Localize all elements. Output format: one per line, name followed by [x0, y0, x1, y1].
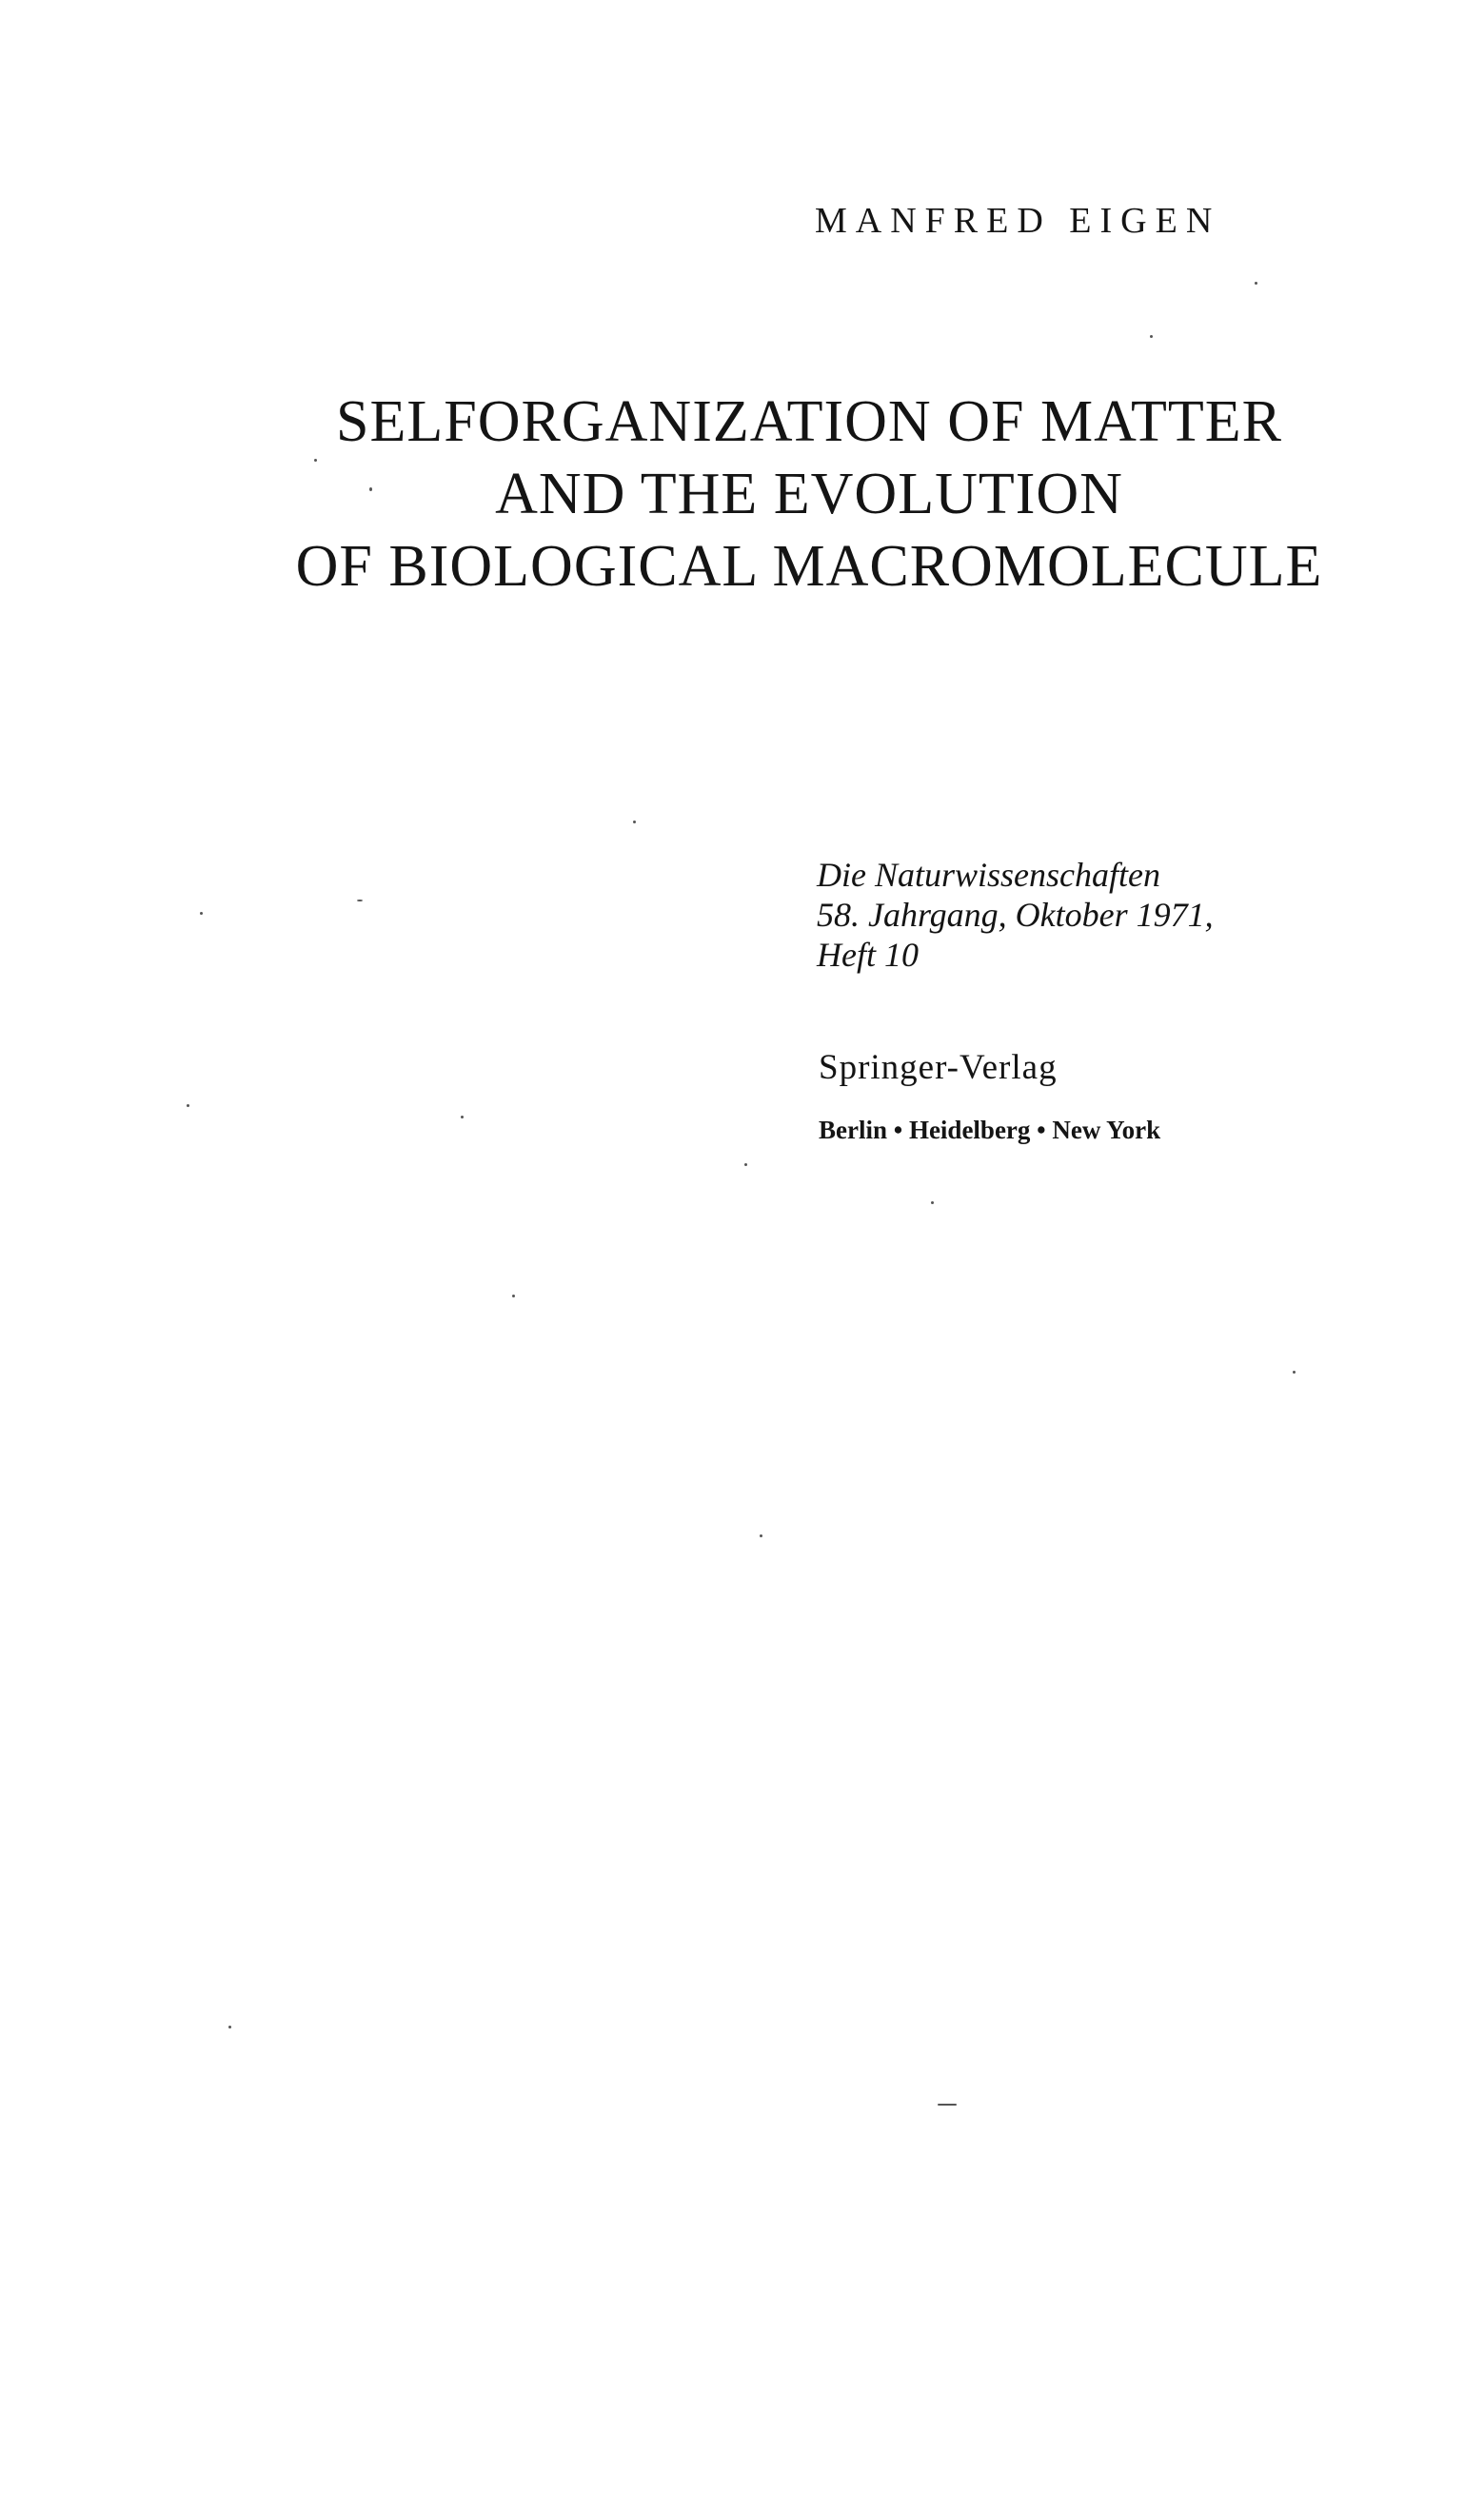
- scan-speck: [1150, 335, 1153, 338]
- journal-issue: Heft 10: [817, 936, 919, 974]
- scan-speck: [633, 821, 636, 823]
- scan-speck: [744, 1163, 747, 1166]
- scan-speck: [200, 912, 203, 915]
- scan-speck: [369, 487, 372, 491]
- journal-reference: [817, 855, 1214, 975]
- scan-speck: [931, 1201, 934, 1204]
- scan-speck: [357, 900, 363, 901]
- title-line-2: AND THE EVOLUTION: [495, 462, 1123, 526]
- scan-speck: [314, 459, 317, 462]
- scan-speck: [760, 1534, 762, 1537]
- author-name: MANFRED EIGEN: [815, 201, 1221, 241]
- scan-speck: [512, 1295, 515, 1297]
- scan-speck: [187, 1104, 189, 1107]
- publisher-name: Springer-Verlag: [819, 1048, 1058, 1087]
- book-title: [286, 386, 1333, 603]
- journal-name: Die Naturwissenschaften: [817, 856, 1160, 894]
- title-line-3: OF BIOLOGICAL MACROMOLECULE: [295, 534, 1323, 599]
- scan-speck: [1255, 282, 1257, 285]
- publisher-cities: Berlin • Heidelberg • New York: [819, 1116, 1161, 1144]
- scan-speck: [228, 2026, 231, 2028]
- scan-speck: [938, 2104, 957, 2106]
- scan-speck: [1293, 1371, 1296, 1374]
- journal-volume-date: 58. Jahrgang, Oktober 1971,: [817, 896, 1214, 934]
- scan-speck: [461, 1116, 464, 1118]
- title-line-1: SELFORGANIZATION OF MATTER: [336, 389, 1282, 454]
